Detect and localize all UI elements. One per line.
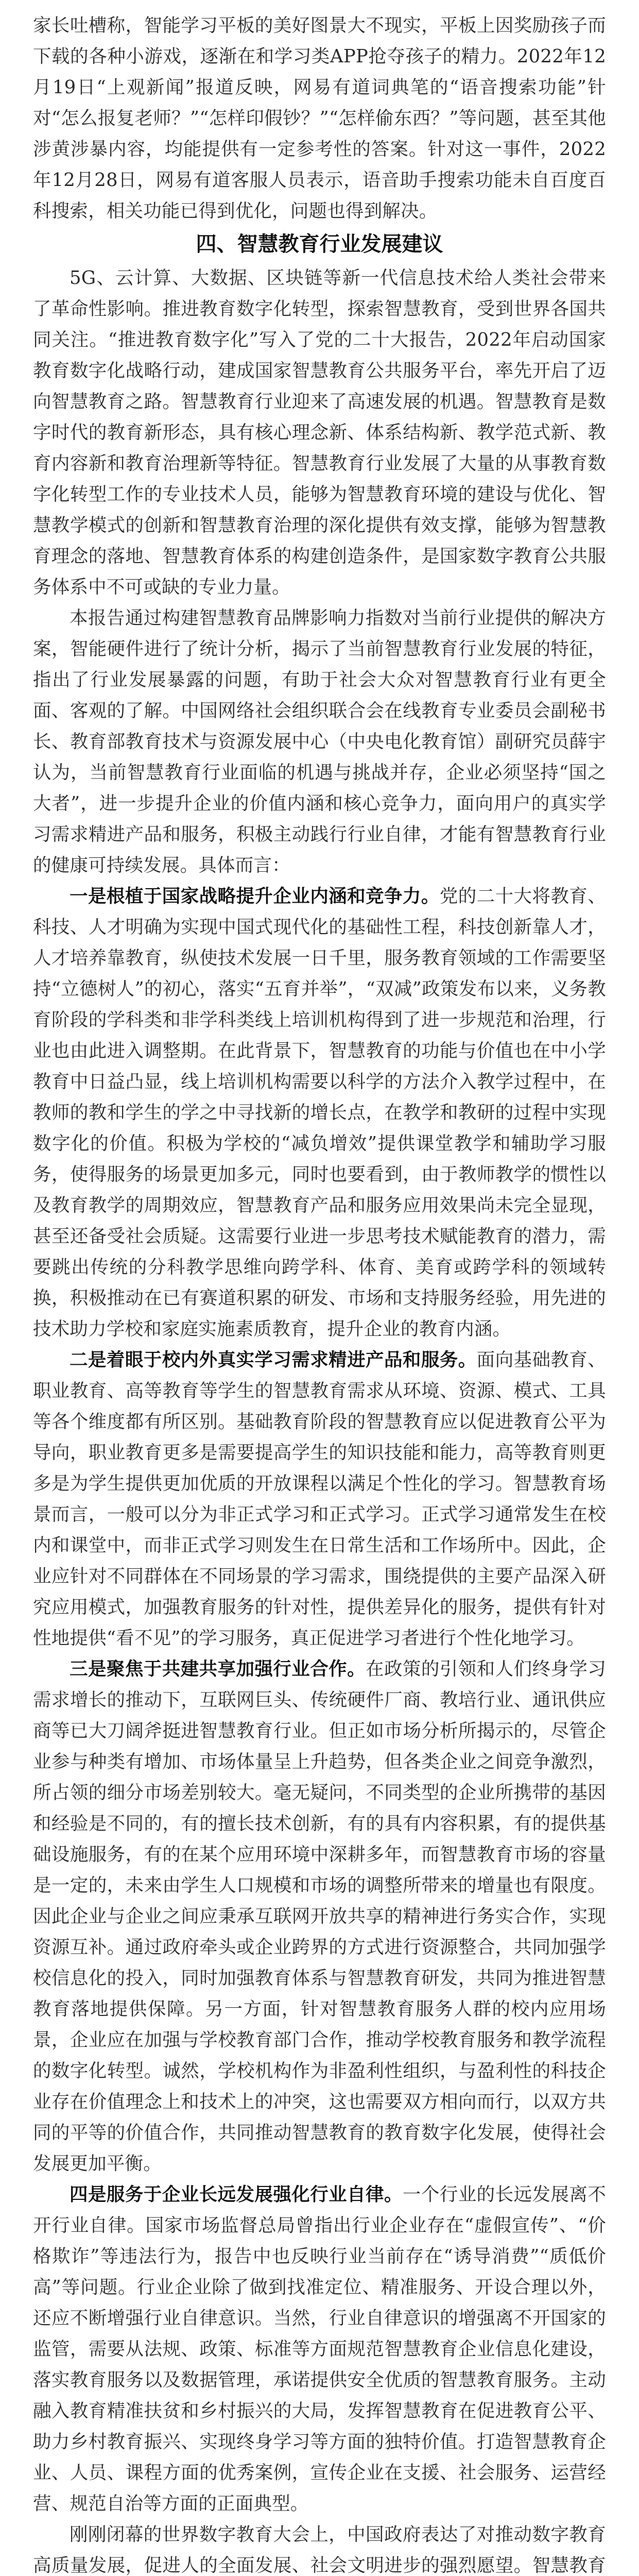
body-paragraph xyxy=(33,10,606,227)
body-paragraph xyxy=(33,603,606,881)
recommendation-paragraph xyxy=(33,2179,606,2519)
body-paragraph xyxy=(33,2519,606,2576)
paragraph-text: 在政策的引领和人们终身学习需求增长的推动下，互联网巨头、传统硬件厂商、教培行业、通讯供应商等已大刀阔斧挺进智慧教育行业。但正如市场分析所揭示的，尽管企业参与种类有增加、市场体量呈上升趋势，但各类企业之间竞争激烈，所占领的细分市场差别较大。毫无疑问，不同类型的企业所携带的基因和经验是不同的，有的擅长技术创新，有的具有内容积累，有的提供基础设施服务，有的在某个应用环境中深耕多年，而智慧教育市场的容量是一定的，未来由学生人口规模和市场的调整所带来的增量也有限度。因此企业与企业之间应秉承互联网开放共享的精神进行务实合作，实现资源互补。通过政府牵头或企业跨界的方式进行资源整合，共同加强学校信息化的投入，同时加强教育体系与智慧教育研发，共同为推进智慧教育落地提供保障。另一方面，针对智慧教育服务人群的校内应用场景，企业应在加强与学校教育部门合作，推动学校教育服务和教学流程的数字化转型。诚然，学校机构作为非盈利性组织，与盈利性的科技企业存在价值理念上和技术上的冲突，这也需要双方相向而行，以双方共同的平等的价值合作，共同推动智慧教育的教育数字化发展，使得社会发展更加平衡。 xyxy=(33,1658,606,2174)
paragraph-text: 一个行业的长远发展离不开行业自律。国家市场监督总局曾指出行业企业存在“虚假宣传”、“价格欺诈”等违法行为，报告中也反映行业当前存在“诱导消费”“质低价高”等问题。行业企业除了做到找准定位、精准服务、开设合理以外，还应不断增强行业自律意识。当然，行业自律意识的增强离不开国家的监管，需要从法规、政策、标准等方面规范智慧教育企业信息化建设，落实教育服务以及数据管理，承诺提供安全优质的智慧教育服务。主动融入教育精准扶贫和乡村振兴的大局，发挥智慧教育在促进教育公平、助力乡村教育振兴、实现终身学习等方面的独特价值。打造智慧教育企业、人员、课程方面的优秀案例，宣传企业在支援、社会服务、运营经营、规范自治等方面的正面典型。 xyxy=(33,2184,606,2514)
recommendation-lead: 四是服务于企业长远发展强化行业自律。 xyxy=(70,2184,403,2205)
paragraph-text: 面向基础教育、职业教育、高等教育等学生的智慧教育需求从环境、资源、模式、工具等各个维度都有所区别。基础教育阶段的智慧教育应以促进教育公平为导向，职业教育更多是需要提高学生的知识技能和能力，高等教育则更多是为学生提供更加优质的开放课程以满足个性化的学习。智慧教育场景而言，一般可以分为非正式学习和正式学习。正式学习通常发生在校内和课堂中，而非正式学习则发生在日常生活和工作场所中。因此，企业应针对不同群体在不同场景的学习需求，围绕提供的主要产品深入研究应用模式，加强教育服务的针对性，提供差异化的服务，提供有针对性地提供“看不见”的学习服务，真正促进学习者进行个性化地学习。 xyxy=(33,1349,606,1649)
recommendation-lead: 一是根植于国家战略提升企业内涵和竞争力。 xyxy=(70,886,440,907)
report-body xyxy=(33,10,606,2576)
section-heading: 四、智慧教育行业发展建议 xyxy=(196,232,443,256)
recommendation-lead: 三是聚焦于共建共享加强行业合作。 xyxy=(70,1658,366,1680)
recommendation-paragraph xyxy=(33,881,606,1345)
paragraph-text: 刚刚闭幕的世界数字教育大会上，中国政府表达了对推动数字教育高质量发展，促进人的全面发展、社会文明进步的强烈愿望。智慧教育 xyxy=(33,2524,606,2576)
paragraph-text: 家长吐槽称，智能学习平板的美好图景大不现实，平板上因奖励孩子而下载的各种小游戏，逐渐在和学习类APP抢夺孩子的精力。2022年12月19日“上观新闻”报道反映，网易有道词典笔的“语音搜索功能”针对“怎么报复老师？”“怎样印假钞？”“怎样偷东西？”等问题，甚至其他涉黄涉暴内容，均能提供有一定参考性的答案。针对这一事件，2022年12月28日，网易有道客服人员表示，语音助手搜索功能未自百度百科搜索，相关功能已得到优化，问题也得到解决。 xyxy=(33,15,606,222)
recommendation-lead: 二是着眼于校内外真实学习需求精进产品和服务。 xyxy=(70,1349,477,1370)
body-paragraph xyxy=(33,263,606,603)
recommendation-paragraph xyxy=(33,1654,606,2179)
recommendation-paragraph xyxy=(33,1345,606,1654)
paragraph-text: 本报告通过构建智慧教育品牌影响力指数对当前行业提供的解决方案，智能硬件进行了统计分析，揭示了当前智慧教育行业发展的特征，指出了行业发展暴露的问题，有助于社会大众对智慧教育行业有更全面、客观的了解。中国网络社会组织联合会在线教育专业委员会副秘书长、教育部教育技术与资源发展中心（中央电化教育馆）副研究员薛宇认为，当前智慧教育行业面临的机遇与挑战并存，企业必须坚持“国之大者”，进一步提升企业的价值内涵和核心竞争力，面向用户的真实学习需求精进产品和服务，积极主动践行行业自律，才能有智慧教育行业的健康可持续发展。具体而言： xyxy=(33,607,606,876)
paragraph-text: 5G、云计算、大数据、区块链等新一代信息技术给人类社会带来了革命性影响。推进教育数字化转型，探索智慧教育，受到世界各国共同关注。“推进教育数字化”写入了党的二十大报告，2022年启动国家教育数字化战略行动，建成国家智慧教育公共服务平台，率先开启了迈向智慧教育之路。智慧教育行业迎来了高速发展的机遇。智慧教育是数字时代的教育新形态，具有核心理念新、体系结构新、教学范式新、教育内容新和教育治理新等特征。智慧教育行业发展了大量的从事教育数字化转型工作的专业技术人员，能够为智慧教育环境的建设与优化、智慧教学模式的创新和智慧教育治理的深化提供有效支撑，能够为智慧教育理念的落地、智慧教育体系的构建创造条件，是国家数字教育公共服务体系中不可或缺的专业力量。 xyxy=(33,267,606,598)
paragraph-text: 党的二十大将教育、科技、人才明确为实现中国式现代化的基础性工程，科技创新靠人才，人才培养靠教育，纵使技术发展一日千里，服务教育领域的工作需要坚持“立德树人”的初心，落实“五育并举”，“双减”政策发布以来，义务教育阶段的学科类和非学科类线上培训机构得到了进一步规范和治理，行业也由此进入调整期。在此背景下，智慧教育的功能与价值也在中小学教育中日益凸显，线上培训机构需要以科学的方法介入教学过程中，在教师的教和学生的学之中寻找新的增长点，在教学和教研的过程中实现数字化的价值。积极为学校的“减负增效”提供课堂教学和辅助学习服务，使得服务的场景更加多元，同时也要看到，由于教师教学的惯性以及教育教学的周期效应，智慧教育产品和服务应用效果尚未完全显现，甚至还备受社会质疑。这需要行业进一步思考技术赋能教育的潜力，需要跳出传统的分科教学思维向跨学科、体育、美育或跨学科的领域转换，积极推动在已有赛道积累的研发、市场和支持服务经验，用先进的技术助力学校和家庭实施素质教育，提升企业的教育内涵。 xyxy=(33,886,606,1340)
